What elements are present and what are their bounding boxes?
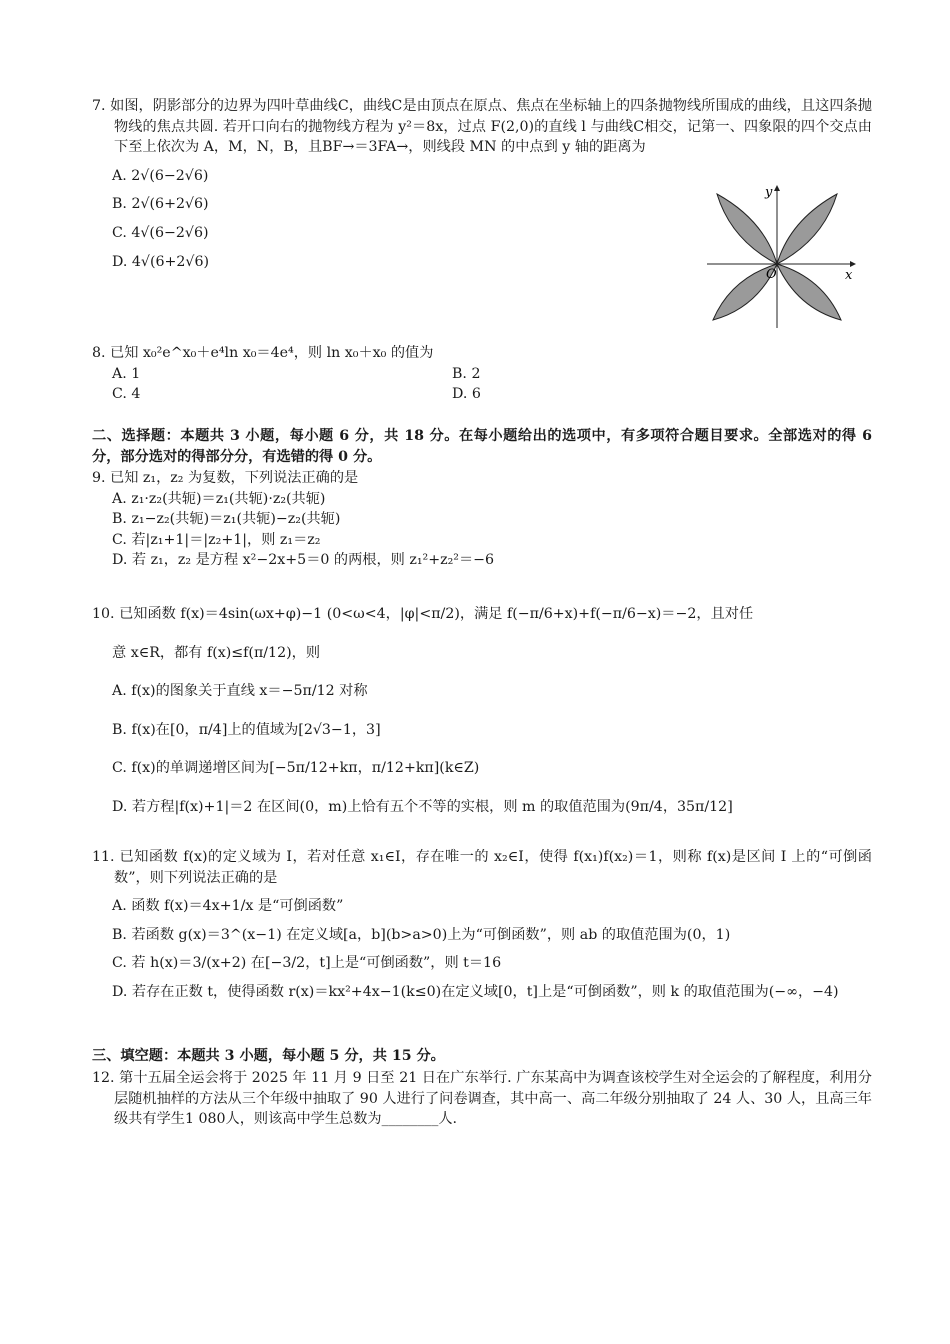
question-10-stem-line-1: 10. 已知函数 f(x)＝4sin(ωx+φ)−1 (0<ω<4，|φ|<π/2)，满足 f(−π/6+x)+f(−π/6−x)＝−2，且对任 [92,606,754,622]
question-11-option-d: D. 若存在正数 t，使得函数 r(x)＝kx²+4x−1(k≤0)在定义域[0，t]上是“可倒函数”，则 k 的取值范围为(−∞，−4) [112,983,839,1000]
question-11-option-a: A. 函数 f(x)＝4x+1/x 是“可倒函数” [112,898,344,915]
section-3-heading: 三、填空题：本题共 3 小题，每小题 5 分，共 15 分。 [92,1048,445,1064]
clover-figure [705,182,860,330]
question-8-option-c: C. 4 [112,386,141,403]
question-8-stem: 8. 已知 x₀²e^x₀＋e⁴ln x₀＝4e⁴，则 ln x₀＋x₀ 的值为 [92,345,434,361]
question-8-option-b: B. 2 [452,365,481,382]
question-10 [92,604,872,818]
question-11-stem: 11. 已知函数 f(x)的定义域为 I，若对任意 x₁∈I，存在唯一的 x₂∈I，使得 f(x₁)f(x₂)＝1，则称 f(x)是区间 I 上的“可倒函数”，则下列说法正确的是 [92,849,872,886]
question-12 [92,1068,872,1130]
question-9-option-a: A. z₁·z₂(共轭)＝z₁(共轭)·z₂(共轭) [112,490,326,507]
question-8-option-d: D. 6 [452,386,481,403]
question-12-stem: 12. 第十五届全运会将于 2025 年 11 月 9 日至 21 日在广东举行. 广东某高中为调查该校学生对全运会的了解程度，利用分层随机抽样的方法从三个年级中抽取了 90 人进行了问卷调查，其中高一、高二年级分别抽取了 24 人、30 人，且高三年级共有学生1 080人，则该高中学生总数为________人. [92,1070,872,1128]
x-axis-label: x [845,268,853,283]
question-9 [92,468,872,571]
clover-svg [705,182,860,330]
question-8-options-row-1 [92,364,872,385]
leaf-upper-right [777,194,837,264]
question-10-stem-line-2: 意 x∈R，都有 f(x)≤f(π/12)，则 [112,644,321,661]
section-2-heading: 二、选择题：本题共 3 小题，每小题 6 分，共 18 分。在每小题给出的选项中，有多项符合题目要求。全部选对的得 6 分，部分选对的得部分分，有选错的得 0 分。 [92,428,872,465]
question-9-stem: 9. 已知 z₁，z₂ 为复数，下列说法正确的是 [92,470,359,486]
question-9-option-b: B. z₁−z₂(共轭)＝z₁(共轭)−z₂(共轭) [112,511,341,528]
question-8-options-row-2 [92,384,872,405]
question-7-option-a: A. 2√(6−2√6) [112,167,209,184]
question-7-option-b: B. 2√(6+2√6) [112,196,209,213]
question-10-option-b: B. f(x)在[0，π/4]上的值域为[2√3−1，3] [112,721,381,738]
question-9-option-d: D. 若 z₁，z₂ 是方程 x²−2x+5＝0 的两根，则 z₁²+z₂²＝−6 [112,552,495,569]
question-10-option-a: A. f(x)的图象关于直线 x＝−5π/12 对称 [112,683,368,700]
question-7-stem: 7. 如图，阴影部分的边界为四叶草曲线C，曲线C是由顶点在原点、焦点在坐标轴上的四条抛物线所围成的曲线，且这四条抛物线的焦点共圆. 若开口向右的抛物线方程为 y²＝8x，过点 F(2,0)的直线 l 与曲线C相交，记第一、四象限的四个交点由下至上依次为 A，M，N，B，且BF→＝3FA→，则线段 MN 的中点到 y 轴的距离为 [92,98,872,156]
question-7-option-d: D. 4√(6+2√6) [112,253,210,270]
question-8-option-a: A. 1 [112,365,141,382]
y-axis-label: y [765,185,773,200]
question-11-option-c: C. 若 h(x)＝3/(x+2) 在[−3/2，t]上是“可倒函数”，则 t＝16 [112,955,502,972]
leaf-lower-right [777,264,841,320]
question-7-option-c: C. 4√(6−2√6) [112,224,209,241]
question-11 [92,847,872,1003]
leaf-upper-left [717,194,777,264]
question-10-option-c: C. f(x)的单调递增区间为[−5π/12+kπ，π/12+kπ](k∈Z) [112,760,480,777]
question-9-option-c: C. 若|z₁+1|＝|z₂+1|，则 z₁＝z₂ [112,531,321,548]
question-8 [92,343,872,405]
origin-label: O [766,267,777,282]
question-10-option-d: D. 若方程|f(x)+1|＝2 在区间(0，m)上恰有五个不等的实根，则 m 的取值范围为(9π/4，35π/12] [112,798,733,815]
question-11-option-b: B. 若函数 g(x)＝3^(x−1) 在定义域[a，b](b>a>0)上为“可倒函数”，则 ab 的取值范围为(0，1) [112,926,731,943]
